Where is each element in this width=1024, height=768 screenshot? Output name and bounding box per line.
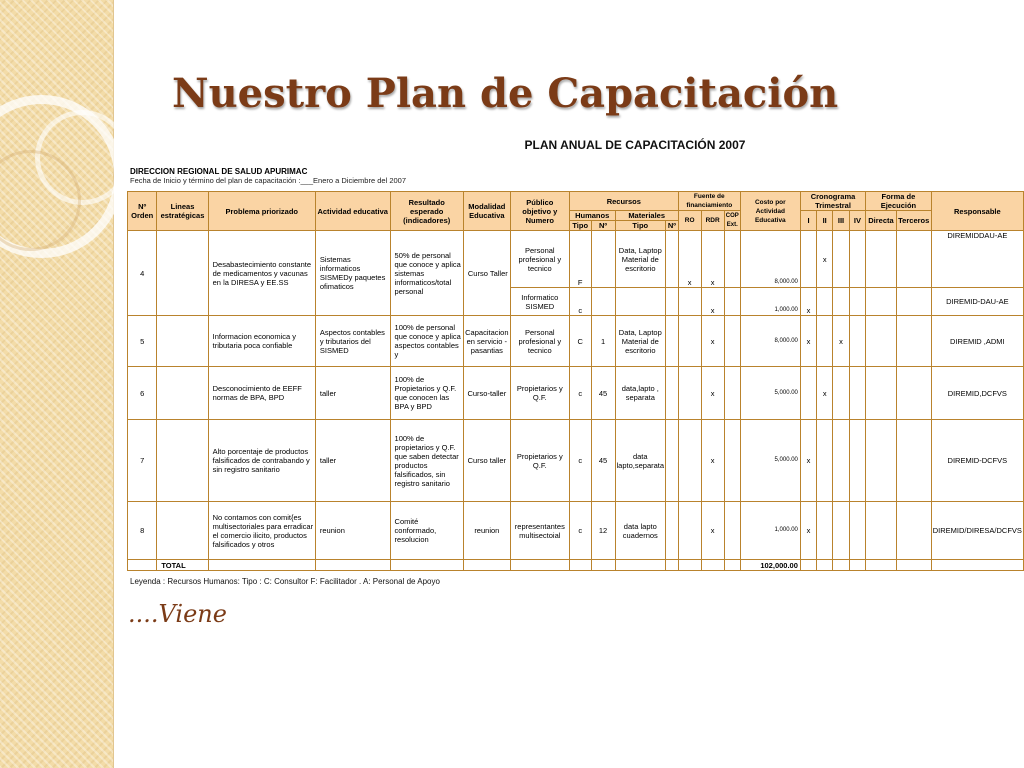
- cell-lineas: [157, 367, 208, 420]
- cell-cop: [724, 231, 740, 288]
- cell-rdr: x: [701, 231, 724, 288]
- cell-q2: [817, 316, 833, 367]
- cell-problema: Desabastecimiento constante de medicamentos y vacunas en la DIRESA y EE.SS: [208, 231, 315, 316]
- header-lineas: Lineas estratégicas: [157, 192, 208, 231]
- cell-directa: [866, 288, 897, 316]
- cell-publico: representantes multisectoial: [510, 502, 569, 560]
- cell-tipo-materiales: data lapto,separata: [615, 420, 666, 502]
- cell-q4: [849, 231, 865, 288]
- cell-ro: [678, 502, 701, 560]
- cell-modalidad: reunion: [463, 502, 510, 560]
- total-value: 102,000.00: [740, 560, 800, 571]
- cell-total-empty: [666, 560, 679, 571]
- cell-tipo-materiales: [615, 288, 666, 316]
- cell-n-humanos: 45: [591, 420, 615, 502]
- cell-total-empty: [724, 560, 740, 571]
- cell-total-empty: [896, 560, 931, 571]
- cell-n-humanos: 1: [591, 316, 615, 367]
- cell-resultado: 100% de Propietarios y Q.F. que conocen las BPA y BPD: [390, 367, 463, 420]
- cell-terceros: [896, 420, 931, 502]
- cell-modalidad: Curso taller: [463, 420, 510, 502]
- cell-n-materiales: [666, 231, 679, 288]
- header-rdr: RDR: [701, 211, 724, 231]
- cell-ro: [678, 420, 701, 502]
- cell-lineas: [157, 316, 208, 367]
- organization-name: DIRECCION REGIONAL DE SALUD APURIMAC: [130, 167, 308, 176]
- cell-orden: 4: [128, 231, 157, 316]
- cell-costo: 1,000.00: [740, 288, 800, 316]
- cell-n-humanos: [591, 288, 615, 316]
- cell-total-empty: [315, 560, 390, 571]
- date-range: Fecha de Inicio y término del plan de capacitación :___Enero a Diciembre del 2007: [130, 176, 406, 185]
- cell-tipo-materiales: Data, Laptop Material de escritorio: [615, 231, 666, 288]
- cell-total-empty: [849, 560, 865, 571]
- cell-orden: 6: [128, 367, 157, 420]
- cell-q1: x: [800, 316, 816, 367]
- cell-tipo-materiales: Data, Laptop Material de escritorio: [615, 316, 666, 367]
- cell-q1: x: [800, 420, 816, 502]
- cell-cop: [724, 367, 740, 420]
- header-q2: II: [817, 211, 833, 231]
- cell-q4: [849, 502, 865, 560]
- plan-title: PLAN ANUAL DE CAPACITACIÓN 2007: [524, 138, 746, 152]
- cell-n-materiales: [666, 367, 679, 420]
- cell-rdr: x: [701, 502, 724, 560]
- header-modalidad: Modalidad Educativa: [463, 192, 510, 231]
- cell-rdr: x: [701, 316, 724, 367]
- cell-tipo-materiales: data lapto cuadernos: [615, 502, 666, 560]
- cell-problema: No contamos con comit{es multisectoriales para erradicar el comercio ilicito, productos falsificados y otros: [208, 502, 315, 560]
- cell-total-empty: [128, 560, 157, 571]
- cell-terceros: [896, 288, 931, 316]
- cell-q2: [817, 502, 833, 560]
- cell-q3: [833, 288, 849, 316]
- cell-responsable: DIREMIDDAU-AE: [931, 231, 1023, 288]
- cell-n-materiales: [666, 316, 679, 367]
- header-q4: IV: [849, 211, 865, 231]
- header-recursos: Recursos: [569, 192, 678, 211]
- cell-q1: [800, 231, 816, 288]
- cell-tipo-humanos: F: [569, 231, 591, 288]
- cell-lineas: [157, 231, 208, 316]
- cell-n-humanos: 45: [591, 367, 615, 420]
- cell-cop: [724, 502, 740, 560]
- cell-n-materiales: [666, 288, 679, 316]
- cell-resultado: 100% de propietarios y Q.F. que saben detectar productos falsificados, sin registro sanitario: [390, 420, 463, 502]
- cell-tipo-humanos: C: [569, 316, 591, 367]
- cell-n-humanos: [591, 231, 615, 288]
- cell-q2: x: [817, 367, 833, 420]
- cell-rdr: x: [701, 288, 724, 316]
- cell-q3: x: [833, 316, 849, 367]
- cell-directa: [866, 231, 897, 288]
- cell-q4: [849, 316, 865, 367]
- cell-responsable: DIREMID-DCFVS: [931, 420, 1023, 502]
- header-costo: Costo por Actividad Educativa: [740, 192, 800, 231]
- cell-q2: [817, 288, 833, 316]
- cell-lineas: [157, 502, 208, 560]
- cell-actividad: taller: [315, 420, 390, 502]
- header-cronograma: Cronograma Trimestral: [800, 192, 865, 211]
- cell-ro: [678, 288, 701, 316]
- cell-costo: 8,000.00: [740, 316, 800, 367]
- cell-tipo-humanos: c: [569, 420, 591, 502]
- cell-q2: [817, 420, 833, 502]
- total-label: TOTAL: [157, 560, 208, 571]
- continues-label: ....Viene: [128, 600, 227, 628]
- header-problema: Problema priorizado: [208, 192, 315, 231]
- cell-q3: [833, 420, 849, 502]
- cell-terceros: [896, 316, 931, 367]
- cell-total-empty: [931, 560, 1023, 571]
- cell-tipo-humanos: c: [569, 288, 591, 316]
- header-forma: Forma de Ejecución: [866, 192, 932, 211]
- cell-tipo-materiales: data,lapto , separata: [615, 367, 666, 420]
- header-publico: Público objetivo y Numero: [510, 192, 569, 231]
- cell-q1: x: [800, 502, 816, 560]
- cell-total-empty: [569, 560, 591, 571]
- cell-actividad: Sistemas informaticos SISMEDy paquetes ofimaticos: [315, 231, 390, 316]
- cell-total-empty: [678, 560, 701, 571]
- cell-total-empty: [390, 560, 463, 571]
- training-plan-table-wrapper: [127, 191, 1024, 571]
- training-plan-table: [127, 191, 1024, 571]
- cell-modalidad: Curso-taller: [463, 367, 510, 420]
- cell-n-humanos: 12: [591, 502, 615, 560]
- cell-costo: 8,000.00: [740, 231, 800, 288]
- cell-modalidad: Capacitacion en servicio - pasantias: [463, 316, 510, 367]
- cell-ro: [678, 367, 701, 420]
- cell-terceros: [896, 502, 931, 560]
- cell-n-materiales: [666, 420, 679, 502]
- header-actividad: Actividad educativa: [315, 192, 390, 231]
- cell-total-empty: [510, 560, 569, 571]
- cell-responsable: DIREMID/DIRESA/DCFVS: [931, 502, 1023, 560]
- cell-publico: Personal profesional y tecnico: [510, 316, 569, 367]
- header-directa: Directa: [866, 211, 897, 231]
- cell-orden: 8: [128, 502, 157, 560]
- header-q1: I: [800, 211, 816, 231]
- header-resultado: Resultado esperado (indicadores): [390, 192, 463, 231]
- header-n-materiales: Nº: [666, 221, 679, 231]
- cell-publico: Informatico SISMED: [510, 288, 569, 316]
- cell-cop: [724, 288, 740, 316]
- header-orden: Nº Orden: [128, 192, 157, 231]
- cell-q4: [849, 367, 865, 420]
- cell-directa: [866, 420, 897, 502]
- cell-terceros: [896, 367, 931, 420]
- cell-total-empty: [701, 560, 724, 571]
- cell-ro: [678, 316, 701, 367]
- cell-tipo-humanos: c: [569, 502, 591, 560]
- cell-q1: [800, 367, 816, 420]
- cell-actividad: reunion: [315, 502, 390, 560]
- header-responsable: Responsable: [931, 192, 1023, 231]
- cell-actividad: Aspectos contables y tributarios del SISMED: [315, 316, 390, 367]
- cell-tipo-humanos: c: [569, 367, 591, 420]
- cell-problema: Alto porcentaje de productos falsificados de contrabando y sin registro sanitario: [208, 420, 315, 502]
- cell-total-empty: [817, 560, 833, 571]
- cell-q3: [833, 502, 849, 560]
- cell-resultado: 50% de personal que conoce y aplica sistemas informaticos/total personal: [390, 231, 463, 316]
- cell-directa: [866, 502, 897, 560]
- cell-directa: [866, 316, 897, 367]
- cell-publico: Propietarios y Q.F.: [510, 367, 569, 420]
- cell-costo: 1,000.00: [740, 502, 800, 560]
- cell-resultado: Comité conformado, resolucion: [390, 502, 463, 560]
- cell-responsable: DIREMID,DCFVS: [931, 367, 1023, 420]
- header-n-humanos: Nº: [591, 221, 615, 231]
- cell-q1: x: [800, 288, 816, 316]
- cell-q4: [849, 420, 865, 502]
- cell-total-empty: [866, 560, 897, 571]
- cell-total-empty: [208, 560, 315, 571]
- header-materiales: Materiales: [615, 211, 678, 221]
- cell-publico: Personal profesional y tecnico: [510, 231, 569, 288]
- cell-responsable: DIREMID-DAU-AE: [931, 288, 1023, 316]
- header-ro: RO: [678, 211, 701, 231]
- cell-n-materiales: [666, 502, 679, 560]
- cell-orden: 7: [128, 420, 157, 502]
- header-humanos: Humanos: [569, 211, 615, 221]
- cell-responsable: DIREMID ,ADMI: [931, 316, 1023, 367]
- cell-rdr: x: [701, 420, 724, 502]
- cell-orden: 5: [128, 316, 157, 367]
- cell-total-empty: [800, 560, 816, 571]
- cell-actividad: taller: [315, 367, 390, 420]
- cell-total-empty: [615, 560, 666, 571]
- cell-terceros: [896, 231, 931, 288]
- cell-q3: [833, 231, 849, 288]
- cell-cop: [724, 420, 740, 502]
- cell-directa: [866, 367, 897, 420]
- cell-cop: [724, 316, 740, 367]
- cell-ro: x: [678, 231, 701, 288]
- cell-q2: x: [817, 231, 833, 288]
- header-q3: III: [833, 211, 849, 231]
- cell-total-empty: [591, 560, 615, 571]
- cell-q4: [849, 288, 865, 316]
- cell-publico: Propietarios y Q.F.: [510, 420, 569, 502]
- cell-lineas: [157, 420, 208, 502]
- cell-resultado: 100% de personal que conoce y aplica aspectos contables y: [390, 316, 463, 367]
- cell-costo: 5,000.00: [740, 367, 800, 420]
- header-terceros: Terceros: [896, 211, 931, 231]
- cell-modalidad: Curso Taller: [463, 231, 510, 316]
- legend: Leyenda : Recursos Humanos: Tipo : C: Consultor F: Facilitador . A: Personal de Apoyo: [130, 577, 440, 586]
- cell-q3: [833, 367, 849, 420]
- cell-problema: Informacion economica y tributaria poca confiable: [208, 316, 315, 367]
- cell-rdr: x: [701, 367, 724, 420]
- header-fuente: Fuente de financiamiento: [678, 192, 740, 211]
- header-cop: COP Ext.: [724, 211, 740, 231]
- header-tipo-materiales: Tipo: [615, 221, 666, 231]
- slide-title: Nuestro Plan de Capacitación: [172, 70, 839, 117]
- header-tipo-humanos: Tipo: [569, 221, 591, 231]
- cell-total-empty: [463, 560, 510, 571]
- cell-costo: 5,000.00: [740, 420, 800, 502]
- cell-total-empty: [833, 560, 849, 571]
- cell-problema: Desconocimiento de EEFF normas de BPA, BPD: [208, 367, 315, 420]
